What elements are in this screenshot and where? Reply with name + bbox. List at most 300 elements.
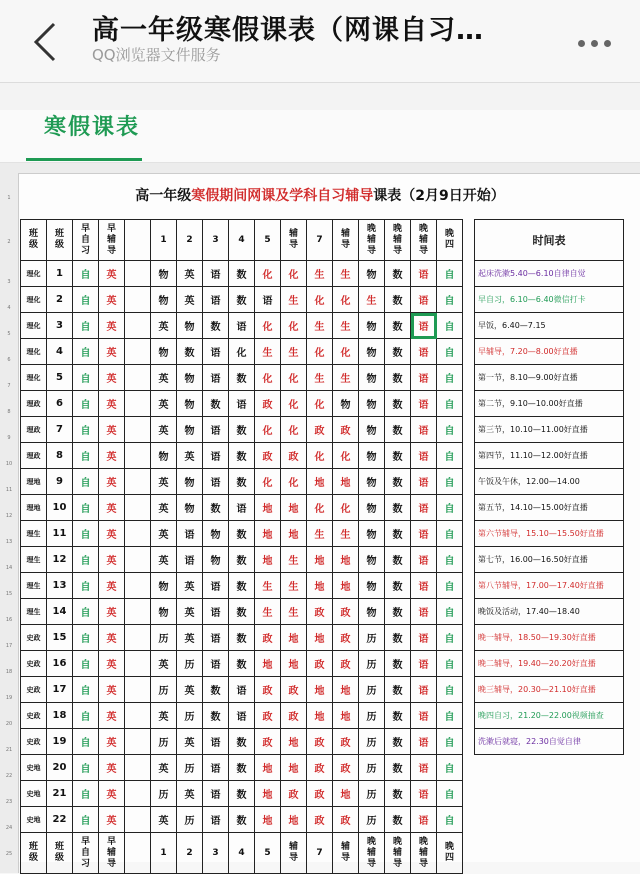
- row-number[interactable]: 5: [7, 331, 11, 337]
- schedule-cell[interactable]: 政: [281, 781, 307, 807]
- schedule-cell[interactable]: 英: [151, 365, 177, 391]
- schedule-cell[interactable]: 自: [437, 729, 463, 755]
- schedule-cell[interactable]: 化: [307, 339, 333, 365]
- schedule-cell[interactable]: 语: [229, 703, 255, 729]
- schedule-cell[interactable]: 物: [333, 391, 359, 417]
- schedule-cell[interactable]: 生: [333, 261, 359, 287]
- schedule-cell[interactable]: 化: [255, 365, 281, 391]
- schedule-cell[interactable]: 生: [255, 573, 281, 599]
- schedule-cell[interactable]: 自: [437, 755, 463, 781]
- schedule-cell[interactable]: 物: [177, 495, 203, 521]
- schedule-cell[interactable]: 物: [151, 443, 177, 469]
- schedule-cell[interactable]: 历: [151, 781, 177, 807]
- schedule-cell[interactable]: 语: [411, 781, 437, 807]
- row-number[interactable]: 21: [5, 747, 13, 753]
- schedule-cell[interactable]: 语: [411, 573, 437, 599]
- schedule-cell[interactable]: 数: [229, 417, 255, 443]
- header-cell[interactable]: 晚 辅 导: [385, 220, 411, 261]
- schedule-cell[interactable]: 数: [385, 573, 411, 599]
- schedule-cell[interactable]: 语: [203, 469, 229, 495]
- schedule-cell[interactable]: 化: [307, 287, 333, 313]
- schedule-cell[interactable]: 化: [255, 417, 281, 443]
- time-slot-cell[interactable]: 早自习，6.10—6.40微信打卡: [475, 287, 624, 313]
- schedule-cell[interactable]: 物: [359, 313, 385, 339]
- schedule-cell[interactable]: 语: [411, 807, 437, 833]
- schedule-cell[interactable]: 物: [359, 365, 385, 391]
- spreadsheet[interactable]: [0, 163, 640, 869]
- class-number-cell[interactable]: 15: [47, 625, 73, 651]
- time-table[interactable]: [474, 219, 624, 755]
- group-cell[interactable]: 理政: [21, 391, 47, 417]
- class-number-cell[interactable]: 22: [47, 807, 73, 833]
- row-number[interactable]: 3: [7, 279, 11, 285]
- group-cell[interactable]: 理化: [21, 365, 47, 391]
- schedule-cell[interactable]: 自: [73, 677, 99, 703]
- schedule-cell[interactable]: 历: [177, 807, 203, 833]
- schedule-cell[interactable]: 英: [99, 391, 125, 417]
- schedule-cell[interactable]: 英: [177, 573, 203, 599]
- schedule-cell[interactable]: 英: [99, 469, 125, 495]
- schedule-cell[interactable]: 地: [333, 547, 359, 573]
- schedule-cell[interactable]: 自: [73, 625, 99, 651]
- schedule-cell[interactable]: 数: [385, 781, 411, 807]
- schedule-cell[interactable]: 物: [359, 521, 385, 547]
- class-number-cell[interactable]: 13: [47, 573, 73, 599]
- schedule-cell[interactable]: 物: [359, 469, 385, 495]
- schedule-cell[interactable]: 物: [177, 365, 203, 391]
- time-slot-cell[interactable]: 洗漱后就寝，22.30自觉自律: [475, 729, 624, 755]
- header-cell[interactable]: 晚 辅 导: [411, 220, 437, 261]
- schedule-cell[interactable]: 化: [333, 495, 359, 521]
- group-cell[interactable]: 史政: [21, 703, 47, 729]
- schedule-cell[interactable]: 自: [73, 573, 99, 599]
- schedule-cell[interactable]: 物: [359, 599, 385, 625]
- schedule-cell[interactable]: 数: [385, 599, 411, 625]
- schedule-cell[interactable]: 政: [333, 599, 359, 625]
- schedule-cell[interactable]: 政: [281, 677, 307, 703]
- row-number[interactable]: 15: [5, 591, 13, 597]
- schedule-cell[interactable]: 语: [203, 625, 229, 651]
- schedule-cell[interactable]: 化: [281, 469, 307, 495]
- schedule-cell[interactable]: 数: [229, 651, 255, 677]
- schedule-cell[interactable]: 数: [229, 287, 255, 313]
- schedule-cell[interactable]: 自: [73, 443, 99, 469]
- class-number-cell[interactable]: 21: [47, 781, 73, 807]
- schedule-cell[interactable]: 英: [99, 547, 125, 573]
- schedule-cell[interactable]: 英: [151, 313, 177, 339]
- schedule-cell[interactable]: 物: [359, 573, 385, 599]
- schedule-cell[interactable]: 地: [307, 703, 333, 729]
- schedule-cell[interactable]: 化: [255, 261, 281, 287]
- time-slot-cell[interactable]: 第六节辅导，15.10—15.50好直播: [475, 521, 624, 547]
- time-slot-cell[interactable]: 第一节，8.10—9.00好直播: [475, 365, 624, 391]
- schedule-cell[interactable]: 数: [229, 755, 255, 781]
- row-number[interactable]: 17: [5, 643, 13, 649]
- header-cell[interactable]: [125, 833, 151, 874]
- schedule-cell[interactable]: 地: [281, 755, 307, 781]
- class-number-cell[interactable]: 1: [47, 261, 73, 287]
- schedule-cell[interactable]: 自: [73, 807, 99, 833]
- schedule-cell[interactable]: 数: [385, 261, 411, 287]
- header-cell[interactable]: 晚 辅 导: [411, 833, 437, 874]
- schedule-cell[interactable]: 政: [307, 729, 333, 755]
- time-slot-cell[interactable]: 第五节，14.10—15.00好直播: [475, 495, 624, 521]
- schedule-cell[interactable]: 地: [333, 469, 359, 495]
- empty-cell[interactable]: [125, 625, 151, 651]
- time-slot-cell[interactable]: 午饭及午休，12.00—14.00: [475, 469, 624, 495]
- schedule-cell[interactable]: 数: [385, 755, 411, 781]
- schedule-cell[interactable]: 自: [73, 755, 99, 781]
- group-cell[interactable]: 理化: [21, 339, 47, 365]
- schedule-cell[interactable]: 物: [359, 495, 385, 521]
- schedule-cell[interactable]: 英: [99, 781, 125, 807]
- schedule-cell[interactable]: 化: [281, 313, 307, 339]
- schedule-cell[interactable]: 英: [151, 703, 177, 729]
- more-options-icon[interactable]: [578, 32, 628, 52]
- schedule-cell[interactable]: 数: [385, 365, 411, 391]
- group-cell[interactable]: 理化: [21, 261, 47, 287]
- schedule-cell[interactable]: 政: [281, 443, 307, 469]
- header-cell[interactable]: 1: [151, 220, 177, 261]
- schedule-cell[interactable]: 英: [99, 651, 125, 677]
- schedule-cell[interactable]: 自: [437, 781, 463, 807]
- class-number-cell[interactable]: 8: [47, 443, 73, 469]
- schedule-cell[interactable]: 物: [359, 339, 385, 365]
- schedule-cell[interactable]: 生: [281, 599, 307, 625]
- row-number[interactable]: 9: [7, 435, 11, 441]
- schedule-cell[interactable]: 数: [385, 339, 411, 365]
- schedule-cell[interactable]: 物: [177, 391, 203, 417]
- schedule-cell[interactable]: 自: [437, 391, 463, 417]
- empty-cell[interactable]: [125, 391, 151, 417]
- class-number-cell[interactable]: 18: [47, 703, 73, 729]
- schedule-cell[interactable]: 语: [177, 521, 203, 547]
- schedule-cell[interactable]: 化: [307, 391, 333, 417]
- schedule-cell[interactable]: 生: [307, 365, 333, 391]
- schedule-cell[interactable]: 语: [203, 287, 229, 313]
- schedule-cell[interactable]: 生: [307, 313, 333, 339]
- header-cell[interactable]: 班 级: [47, 833, 73, 874]
- schedule-cell[interactable]: 自: [73, 469, 99, 495]
- header-cell[interactable]: [125, 220, 151, 261]
- group-cell[interactable]: 理生: [21, 547, 47, 573]
- empty-cell[interactable]: [125, 469, 151, 495]
- time-table-header[interactable]: 时间表: [475, 220, 624, 261]
- schedule-cell[interactable]: 英: [151, 495, 177, 521]
- class-number-cell[interactable]: 14: [47, 599, 73, 625]
- schedule-cell[interactable]: 英: [177, 443, 203, 469]
- group-cell[interactable]: 史政: [21, 729, 47, 755]
- header-cell[interactable]: 班 级: [47, 220, 73, 261]
- schedule-cell[interactable]: 地: [307, 625, 333, 651]
- schedule-cell[interactable]: 政: [333, 651, 359, 677]
- schedule-cell[interactable]: 地: [307, 469, 333, 495]
- schedule-cell[interactable]: 英: [177, 729, 203, 755]
- schedule-cell[interactable]: 生: [333, 365, 359, 391]
- schedule-cell[interactable]: 自: [73, 599, 99, 625]
- schedule-cell[interactable]: 生: [255, 599, 281, 625]
- row-number[interactable]: 20: [5, 721, 13, 727]
- schedule-cell[interactable]: 语: [203, 443, 229, 469]
- schedule-cell[interactable]: 语: [411, 287, 437, 313]
- header-cell[interactable]: 7: [307, 833, 333, 874]
- schedule-cell[interactable]: 历: [359, 807, 385, 833]
- schedule-cell[interactable]: 化: [333, 339, 359, 365]
- schedule-cell[interactable]: 化: [333, 287, 359, 313]
- schedule-cell[interactable]: 物: [151, 599, 177, 625]
- schedule-cell[interactable]: 英: [151, 391, 177, 417]
- schedule-cell[interactable]: 语: [411, 625, 437, 651]
- schedule-cell[interactable]: 化: [229, 339, 255, 365]
- class-number-cell[interactable]: 4: [47, 339, 73, 365]
- schedule-cell[interactable]: 语: [229, 391, 255, 417]
- schedule-cell[interactable]: 语: [203, 599, 229, 625]
- schedule-cell[interactable]: 自: [437, 625, 463, 651]
- schedule-cell[interactable]: 自: [73, 729, 99, 755]
- schedule-cell[interactable]: 语: [203, 807, 229, 833]
- empty-cell[interactable]: [125, 703, 151, 729]
- class-number-cell[interactable]: 3: [47, 313, 73, 339]
- class-number-cell[interactable]: 19: [47, 729, 73, 755]
- schedule-cell[interactable]: 地: [333, 677, 359, 703]
- schedule-cell[interactable]: 自: [73, 391, 99, 417]
- header-cell[interactable]: 4: [229, 833, 255, 874]
- schedule-cell[interactable]: 自: [73, 287, 99, 313]
- schedule-cell[interactable]: 语: [255, 287, 281, 313]
- empty-cell[interactable]: [125, 807, 151, 833]
- schedule-cell[interactable]: 语: [229, 677, 255, 703]
- header-cell[interactable]: 班 级: [21, 833, 47, 874]
- schedule-cell[interactable]: 政: [307, 417, 333, 443]
- row-number[interactable]: 23: [5, 799, 13, 805]
- header-cell[interactable]: 晚 辅 导: [385, 833, 411, 874]
- schedule-cell[interactable]: 数: [177, 339, 203, 365]
- header-cell[interactable]: 1: [151, 833, 177, 874]
- schedule-cell[interactable]: 英: [99, 313, 125, 339]
- empty-cell[interactable]: [125, 313, 151, 339]
- schedule-cell[interactable]: 地: [255, 547, 281, 573]
- schedule-cell[interactable]: 物: [359, 417, 385, 443]
- schedule-cell[interactable]: 数: [385, 807, 411, 833]
- header-cell[interactable]: 2: [177, 220, 203, 261]
- schedule-cell[interactable]: 自: [437, 703, 463, 729]
- tab-winter-schedule[interactable]: 寒假课表: [44, 115, 141, 140]
- schedule-cell[interactable]: 语: [411, 599, 437, 625]
- schedule-cell[interactable]: 化: [333, 443, 359, 469]
- schedule-cell[interactable]: 数: [385, 287, 411, 313]
- schedule-cell[interactable]: 语: [411, 729, 437, 755]
- schedule-cell[interactable]: 化: [255, 313, 281, 339]
- header-cell[interactable]: 3: [203, 833, 229, 874]
- schedule-cell[interactable]: 地: [281, 807, 307, 833]
- schedule-cell[interactable]: 英: [151, 755, 177, 781]
- schedule-cell[interactable]: 数: [229, 573, 255, 599]
- header-cell[interactable]: 2: [177, 833, 203, 874]
- schedule-cell[interactable]: 数: [229, 365, 255, 391]
- schedule-cell[interactable]: 自: [73, 495, 99, 521]
- schedule-cell[interactable]: 自: [437, 599, 463, 625]
- row-number[interactable]: 24: [5, 825, 13, 831]
- schedule-cell[interactable]: 地: [281, 521, 307, 547]
- schedule-cell[interactable]: 自: [73, 365, 99, 391]
- time-slot-cell[interactable]: 起床洗漱5.40—6.10自律自觉: [475, 261, 624, 287]
- schedule-cell[interactable]: 政: [307, 599, 333, 625]
- schedule-cell[interactable]: 政: [333, 729, 359, 755]
- schedule-cell[interactable]: 数: [385, 443, 411, 469]
- schedule-cell[interactable]: 英: [151, 417, 177, 443]
- schedule-cell[interactable]: 语: [229, 313, 255, 339]
- row-number[interactable]: 11: [5, 487, 13, 493]
- header-cell[interactable]: 辅 导: [333, 833, 359, 874]
- time-slot-cell[interactable]: 第四节，11.10—12.00好直播: [475, 443, 624, 469]
- schedule-cell[interactable]: 自: [73, 339, 99, 365]
- group-cell[interactable]: 史政: [21, 651, 47, 677]
- group-cell[interactable]: 史地: [21, 781, 47, 807]
- schedule-cell[interactable]: 历: [359, 729, 385, 755]
- schedule-cell[interactable]: 化: [281, 417, 307, 443]
- schedule-cell[interactable]: 英: [99, 365, 125, 391]
- schedule-cell[interactable]: 语: [411, 469, 437, 495]
- class-number-cell[interactable]: 20: [47, 755, 73, 781]
- schedule-table[interactable]: [20, 219, 463, 874]
- group-cell[interactable]: 理地: [21, 495, 47, 521]
- header-cell[interactable]: 5: [255, 833, 281, 874]
- schedule-cell[interactable]: 自: [437, 547, 463, 573]
- schedule-cell[interactable]: 自: [437, 261, 463, 287]
- group-cell[interactable]: 理化: [21, 313, 47, 339]
- schedule-cell[interactable]: 自: [437, 521, 463, 547]
- schedule-cell[interactable]: 地: [255, 807, 281, 833]
- schedule-cell[interactable]: 英: [151, 469, 177, 495]
- schedule-cell[interactable]: 英: [99, 703, 125, 729]
- schedule-cell[interactable]: 政: [333, 417, 359, 443]
- schedule-cell[interactable]: 英: [99, 573, 125, 599]
- schedule-cell[interactable]: 地: [281, 625, 307, 651]
- group-cell[interactable]: 史政: [21, 625, 47, 651]
- schedule-cell[interactable]: 化: [281, 261, 307, 287]
- schedule-cell[interactable]: 物: [151, 339, 177, 365]
- schedule-cell[interactable]: 英: [177, 599, 203, 625]
- schedule-cell[interactable]: 数: [203, 391, 229, 417]
- group-cell[interactable]: 理生: [21, 521, 47, 547]
- schedule-cell[interactable]: 数: [385, 547, 411, 573]
- group-cell[interactable]: 理政: [21, 417, 47, 443]
- empty-cell[interactable]: [125, 261, 151, 287]
- row-number[interactable]: 10: [5, 461, 13, 467]
- schedule-cell[interactable]: 英: [177, 781, 203, 807]
- schedule-cell[interactable]: 英: [99, 521, 125, 547]
- schedule-cell[interactable]: 英: [151, 651, 177, 677]
- group-cell[interactable]: 理政: [21, 443, 47, 469]
- schedule-cell[interactable]: 物: [151, 287, 177, 313]
- row-number[interactable]: 7: [7, 383, 11, 389]
- header-cell[interactable]: 早 辅 导: [99, 833, 125, 874]
- empty-cell[interactable]: [125, 495, 151, 521]
- schedule-cell[interactable]: 数: [385, 729, 411, 755]
- schedule-cell[interactable]: 语: [411, 417, 437, 443]
- time-slot-cell[interactable]: 第七节，16.00—16.50好直播: [475, 547, 624, 573]
- schedule-cell[interactable]: 历: [177, 703, 203, 729]
- schedule-cell[interactable]: 自: [437, 365, 463, 391]
- group-cell[interactable]: 理地: [21, 469, 47, 495]
- schedule-cell[interactable]: 数: [229, 599, 255, 625]
- schedule-cell[interactable]: 英: [99, 755, 125, 781]
- time-slot-cell[interactable]: 晚二辅导，19.40—20.20好直播: [475, 651, 624, 677]
- schedule-cell[interactable]: 语: [203, 417, 229, 443]
- empty-cell[interactable]: [125, 339, 151, 365]
- empty-cell[interactable]: [125, 547, 151, 573]
- schedule-cell[interactable]: 语: [411, 443, 437, 469]
- schedule-cell[interactable]: 历: [151, 625, 177, 651]
- schedule-cell[interactable]: 自: [437, 807, 463, 833]
- header-cell[interactable]: 辅 导: [281, 833, 307, 874]
- schedule-cell[interactable]: 化: [307, 495, 333, 521]
- time-slot-cell[interactable]: 第二节，9.10—10.00好直播: [475, 391, 624, 417]
- schedule-cell[interactable]: 自: [437, 313, 463, 339]
- schedule-cell[interactable]: 英: [99, 495, 125, 521]
- header-cell[interactable]: 5: [255, 220, 281, 261]
- schedule-cell[interactable]: 自: [437, 443, 463, 469]
- schedule-cell[interactable]: 语: [177, 547, 203, 573]
- schedule-cell[interactable]: 政: [255, 625, 281, 651]
- class-number-cell[interactable]: 10: [47, 495, 73, 521]
- time-slot-cell[interactable]: 晚三辅导，20.30—21.10好直播: [475, 677, 624, 703]
- schedule-cell[interactable]: 英: [99, 599, 125, 625]
- time-slot-cell[interactable]: 晚饭及活动，17.40—18.40: [475, 599, 624, 625]
- schedule-cell[interactable]: 化: [281, 391, 307, 417]
- schedule-cell[interactable]: 英: [99, 443, 125, 469]
- schedule-cell[interactable]: 语: [203, 365, 229, 391]
- schedule-cell[interactable]: 生: [359, 287, 385, 313]
- schedule-cell[interactable]: 政: [333, 755, 359, 781]
- header-cell[interactable]: 晚 辅 导: [359, 220, 385, 261]
- group-cell[interactable]: 史地: [21, 807, 47, 833]
- schedule-cell[interactable]: 生: [281, 339, 307, 365]
- empty-cell[interactable]: [125, 677, 151, 703]
- schedule-cell[interactable]: 自: [437, 651, 463, 677]
- schedule-cell[interactable]: 数: [385, 417, 411, 443]
- row-number[interactable]: 18: [5, 669, 13, 675]
- schedule-cell[interactable]: 地: [281, 729, 307, 755]
- schedule-cell[interactable]: 历: [359, 625, 385, 651]
- empty-cell[interactable]: [125, 573, 151, 599]
- schedule-cell[interactable]: 物: [177, 469, 203, 495]
- schedule-cell[interactable]: 历: [151, 729, 177, 755]
- time-slot-cell[interactable]: 晚一辅导，18.50—19.30好直播: [475, 625, 624, 651]
- schedule-cell[interactable]: 地: [281, 495, 307, 521]
- schedule-cell[interactable]: 自: [73, 651, 99, 677]
- schedule-cell[interactable]: 物: [359, 443, 385, 469]
- schedule-cell[interactable]: 物: [203, 521, 229, 547]
- schedule-cell[interactable]: 自: [437, 339, 463, 365]
- schedule-cell[interactable]: 英: [99, 339, 125, 365]
- schedule-cell[interactable]: 英: [177, 287, 203, 313]
- empty-cell[interactable]: [125, 365, 151, 391]
- schedule-cell[interactable]: 数: [203, 677, 229, 703]
- schedule-cell[interactable]: 政: [307, 755, 333, 781]
- schedule-cell[interactable]: 英: [99, 677, 125, 703]
- row-number[interactable]: 22: [5, 773, 13, 779]
- schedule-cell[interactable]: 语: [203, 261, 229, 287]
- schedule-cell[interactable]: 语: [411, 547, 437, 573]
- schedule-cell[interactable]: 地: [281, 651, 307, 677]
- schedule-cell[interactable]: 政: [307, 807, 333, 833]
- header-cell[interactable]: 班 级: [21, 220, 47, 261]
- group-cell[interactable]: 史地: [21, 755, 47, 781]
- header-cell[interactable]: 晚 四: [437, 833, 463, 874]
- back-arrow-icon[interactable]: [26, 20, 66, 64]
- schedule-cell[interactable]: 英: [177, 677, 203, 703]
